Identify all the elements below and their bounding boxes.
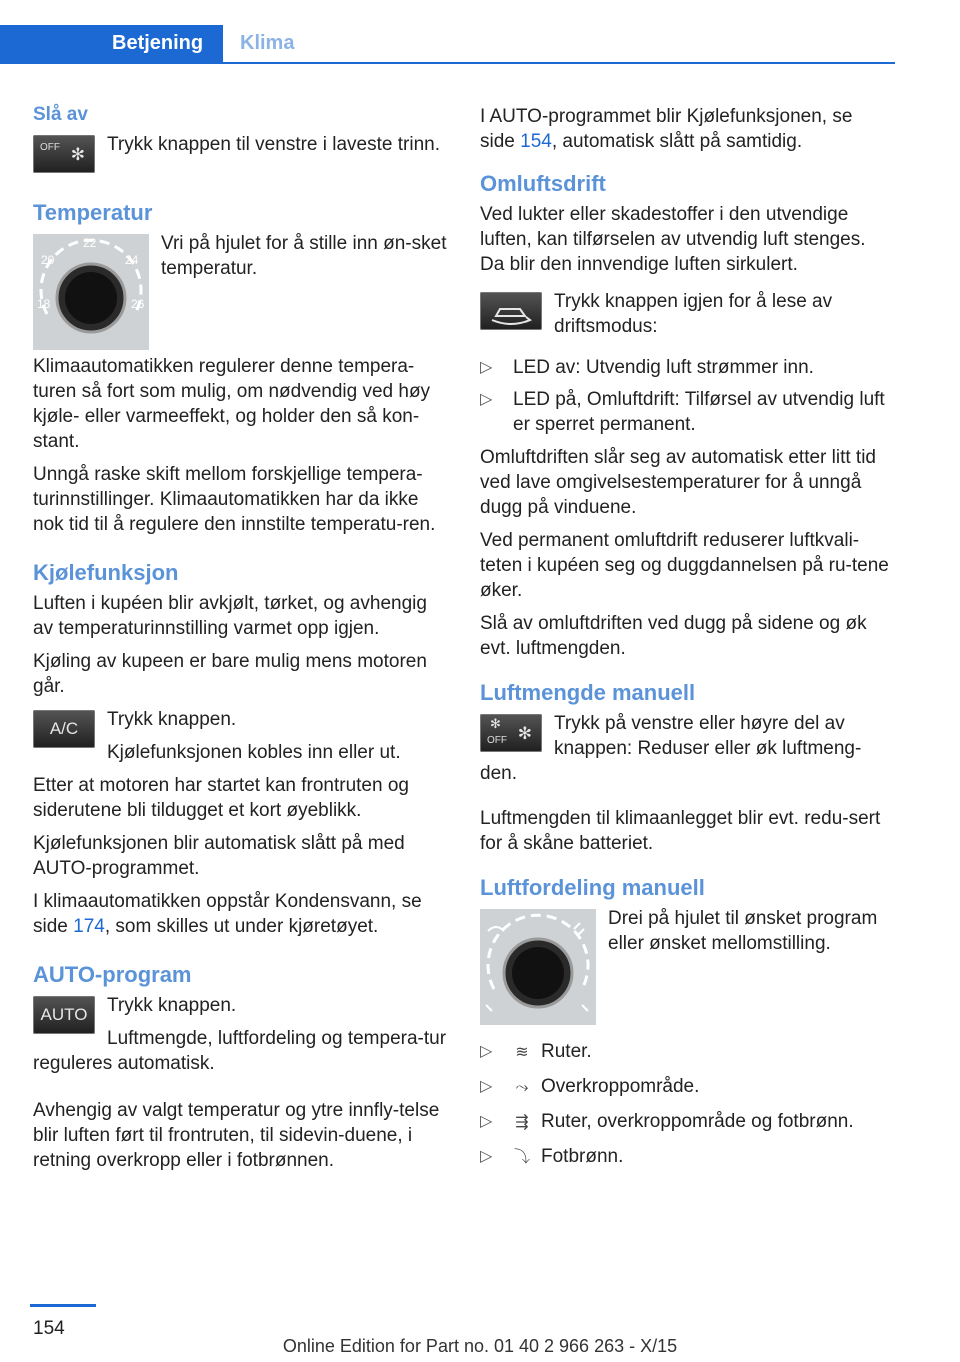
list-item [480, 1109, 890, 1135]
kjole-p4: Kjølefunksjonen blir automatisk slått på med AUTO-programmet. [33, 833, 405, 879]
section-kjolefunksjon [33, 559, 447, 939]
tab-klima[interactable]: Klima [240, 32, 295, 54]
fan-small-icon: ✻ [490, 716, 501, 731]
dial-label-20: 20 [41, 253, 55, 267]
kjole-btn-text1: Trykk knappen. [107, 709, 237, 730]
heading-omluftsdrift: Omluftsdrift [480, 171, 606, 196]
section-omluftsdrift [480, 170, 890, 661]
footwell-airflow-icon: ⤵ [513, 1149, 530, 1166]
dial-label-18: 18 [37, 297, 51, 311]
dist-item-1: Ruter. [541, 1041, 592, 1062]
recirculation-button-image [480, 292, 542, 330]
omluft-p1: Ved lukter eller skadestoffer i den utvendige luften, kan tilførselen av utvendig luft stenges. Da blir den innvendige luften sirkulert. [480, 204, 866, 275]
temperatur-p1: Klimaautomatikken regulerer denne tempera-turen så fort som mulig, om nødvendig ved høy kjøle- eller varmeeffekt, og holder den så kon-stant. [33, 356, 431, 452]
dist-item-2: Overkroppområde. [541, 1076, 700, 1097]
heading-auto-program: AUTO-program [33, 962, 192, 987]
off-label-icon: OFF [487, 735, 507, 746]
fan-icon: ✻ [70, 145, 85, 164]
omluft-p3: Ved permanent omluftdrift reduserer luftkvali-teten i kupéen seg og duggdannelsen på ru-tene øker. [480, 530, 889, 601]
fan-large-icon: ✻ [517, 724, 532, 743]
fan-speed-button-image [480, 714, 542, 752]
list-item [480, 1074, 890, 1100]
omluft-p4: Slå av omluftdriften ved dugg på sidene og øk evt. luftmengden. [480, 613, 867, 659]
section-luftfordeling [480, 874, 890, 1170]
auto-btn-text1: Trykk knappen. [107, 995, 237, 1016]
left-column [33, 104, 447, 1181]
list-item [480, 1039, 890, 1065]
upper-body-airflow-icon: ⤳ [515, 1079, 529, 1096]
dial-label-26: 26 [131, 297, 145, 311]
auto-btn-text2: Luftmengde, luftfordeling og tempera-tur reguleres automatisk. [33, 1028, 447, 1074]
footer-edition: Online Edition for Part no. 01 40 2 966 263 - X/15 [282, 1336, 678, 1356]
luftfordeling-text: Drei på hjulet til ønsket program eller ønsket mellomstilling. [608, 908, 878, 954]
luftmengde-p1: Luftmengden til klimaanlegget blir evt. redu-sert for å skåne batteriet. [480, 808, 881, 854]
dist-item-4: Fotbrønn. [541, 1146, 624, 1167]
off-label-icon: OFF [40, 142, 60, 153]
list-item [480, 1144, 890, 1170]
header-tab-bar [0, 25, 895, 64]
omluft-item-1: LED av: Utvendig luft strømmer inn. [513, 357, 814, 378]
ac-button-label: A/C [49, 719, 79, 738]
luftmengde-text: Trykk på venstre eller høyre del av knappen: Reduser eller øk luftmeng-den. [480, 713, 862, 784]
footer-divider [30, 1304, 96, 1307]
kjole-p2: Kjøling av kupeen er bare mulig mens motoren går. [33, 651, 427, 697]
triangle-bullet-icon: ▷ [480, 1078, 493, 1095]
triangle-bullet-icon: ▷ [480, 1113, 493, 1130]
omluft-item-2: LED på, Omluftdrift: Tilførsel av utvendig luft er sperret permanent. [513, 389, 885, 435]
temperatur-p2: Unngå raske skift mellom forskjellige tempera-turinnstillinger. Klimaautomatikken har da ikke nok tid til å regulere den innstilte temperatu-ren. [33, 464, 436, 535]
auto-cont-b: , automatisk slått på samtidig. [551, 131, 803, 152]
kjole-btn-text2: Kjølefunksjonen kobles inn eller ut. [107, 742, 401, 763]
fan-off-button-image [33, 135, 95, 173]
ac-button-image [33, 710, 95, 748]
heading-luftmengde: Luftmengde manuell [480, 680, 696, 705]
tab-betjening[interactable]: Betjening [0, 25, 223, 62]
distribution-list [480, 1039, 890, 1170]
heading-sla-av: Slå av [33, 104, 88, 125]
page-link-154[interactable]: 154 [520, 131, 552, 152]
heading-temperatur: Temperatur [33, 200, 153, 225]
kjole-p3: Etter at motoren har startet kan frontruten og siderutene bli tildugget et kort øyeblikk. [33, 775, 409, 821]
triangle-bullet-icon: ▷ [480, 1148, 493, 1165]
air-distribution-dial-image [480, 909, 596, 1025]
auto-cont-a: I AUTO-programmet blir Kjølefunksjonen, se side [480, 106, 853, 152]
temperatur-intro: Vri på hjulet for å stille inn øn-sket temperatur. [161, 233, 447, 279]
page-number: 154 [33, 1318, 65, 1339]
heading-luftfordeling: Luftfordeling manuell [480, 875, 705, 900]
section-sla-av [33, 104, 447, 177]
list-item [480, 355, 890, 380]
omluft-btn-text: Trykk knappen igjen for å lese av driftsmodus: [554, 291, 833, 337]
auto-button-label: AUTO [40, 1005, 88, 1024]
omluft-led-list [480, 355, 890, 437]
section-luftmengde [480, 679, 890, 856]
list-item [480, 387, 890, 437]
dial-label-24: 24 [125, 253, 139, 267]
kjole-p5-a: I klimaautomatikken oppstår Kondensvann, se side [33, 891, 422, 937]
section-auto-program [33, 961, 447, 1173]
auto-button-image [33, 996, 95, 1034]
triangle-bullet-icon: ▷ [480, 1043, 493, 1060]
heading-kjolefunksjon: Kjølefunksjon [33, 560, 179, 585]
kjole-p5-b: , som skilles ut under kjøretøyet. [104, 916, 379, 937]
dial-label-22: 22 [83, 236, 97, 250]
triangle-bullet-icon: ▷ [480, 391, 493, 408]
all-zones-airflow-icon: ⇶ [515, 1114, 529, 1131]
omluft-p2: Omluftdriften slår seg av automatisk etter litt tid ved lave omgivelsestemperaturer for å unngå dugg på vinduene. [480, 447, 876, 518]
auto-continuation [480, 104, 890, 154]
windshield-defrost-icon: ≋ [515, 1044, 529, 1061]
dist-item-3: Ruter, overkroppområde og fotbrønn. [541, 1111, 854, 1132]
kjole-p5 [33, 889, 447, 939]
page-link-174[interactable]: 174 [73, 916, 105, 937]
triangle-bullet-icon: ▷ [480, 359, 493, 376]
right-column [480, 104, 890, 1179]
auto-p1: Avhengig av valgt temperatur og ytre innfly-telse blir luften ført til frontruten, til sidevin-duene, i retning overkropp eller i fotbrønnen. [33, 1100, 440, 1171]
section-temperatur [33, 199, 447, 537]
temperature-dial-image [33, 234, 149, 350]
kjole-p1: Luften i kupéen blir avkjølt, tørket, og avhengig av temperaturinnstilling varmet opp igjen. [33, 593, 427, 639]
sla-av-text: Trykk knappen til venstre i laveste trinn. [107, 134, 440, 155]
